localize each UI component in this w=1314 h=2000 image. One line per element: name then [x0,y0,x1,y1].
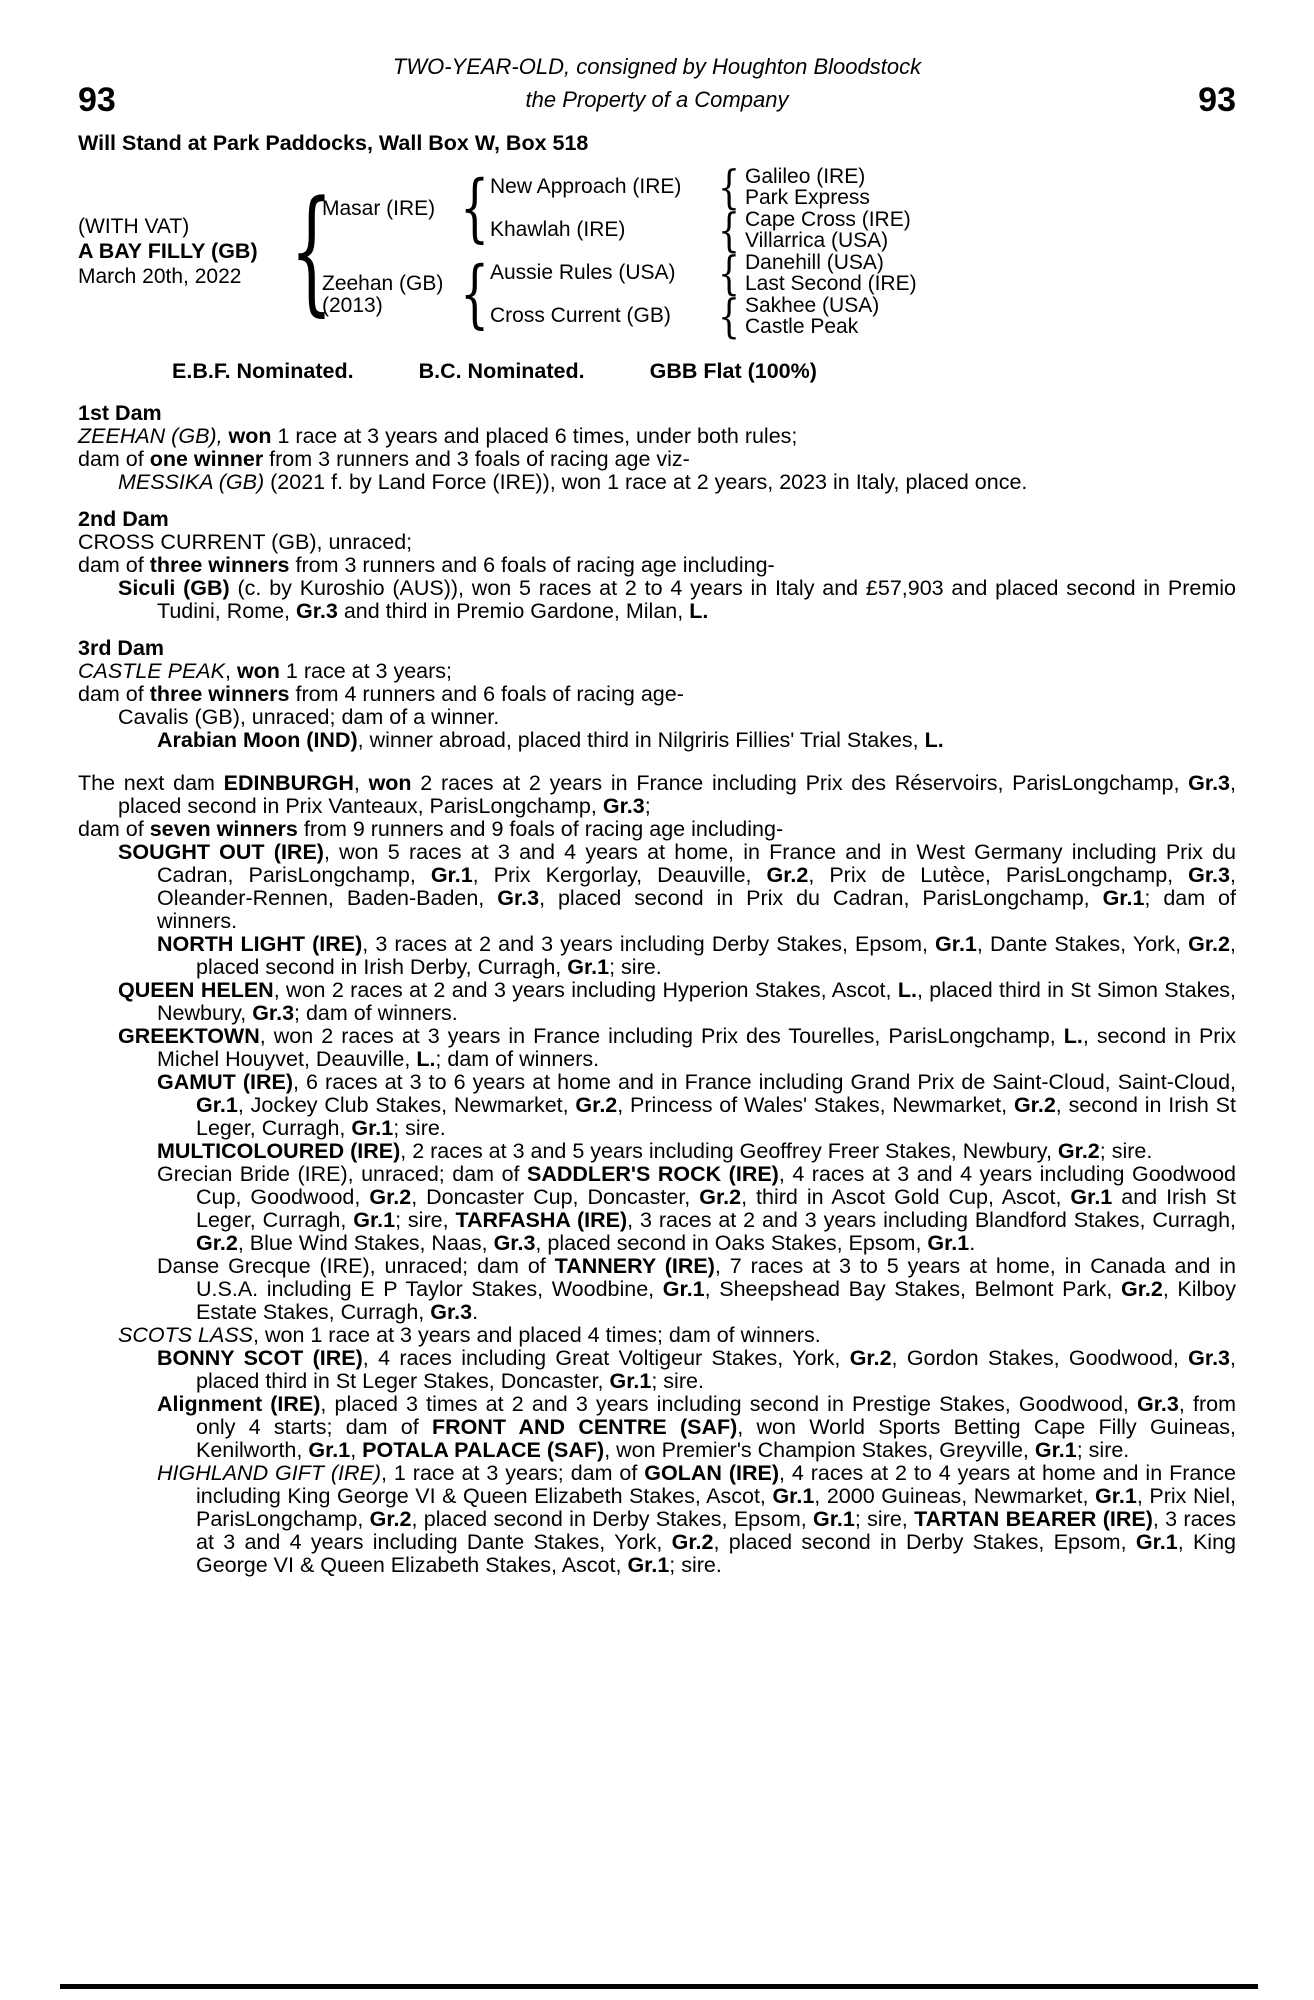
text-run: , second in Prix Michel Houyvet, Deauville, [157,1024,1236,1071]
dam-year-line: (2013) [322,293,383,317]
text-run: , placed second in Derby Stakes, Epsom, [713,1530,1136,1554]
text-run: QUEEN HELEN [118,978,274,1002]
text-run: The next dam [78,771,224,795]
pedigree-text [78,402,1236,1577]
text-run: Cavalis (GB), unraced; dam of a winner. [118,705,500,729]
text-run: L. [897,978,917,1002]
text-run: 2 races at 2 years in France including Prix des Réservoirs, ParisLongchamp, [411,771,1189,795]
text-run: , Kilboy Estate Stakes, Curragh, [196,1277,1236,1324]
gen3-3: Cape Cross (IRE) [745,208,911,231]
text-run: , Gordon Stakes, Goodwood, [891,1346,1189,1370]
text-run: ; sire. [651,1369,704,1393]
brace-gen1: { [290,172,333,329]
text-run: Gr.2 [671,1530,714,1554]
text-run: Gr.3 [1188,1346,1231,1370]
gen3-4: Villarrica (USA) [745,229,889,252]
para-edinburgh [78,772,1236,818]
bc-nominated-label: B.C. Nominated. [418,359,585,383]
text-run: Gr.3 [1188,771,1231,795]
text-run: , placed second in Prix Vanteaux, ParisLongchamp, [118,771,1236,818]
para-castle-peak-produce [78,683,1236,706]
text-run: won [368,771,412,795]
text-run: won [236,659,280,683]
text-run: Gr.1 [430,863,473,887]
text-run: won [228,424,272,448]
text-run: MULTICOLOURED (IRE) [157,1139,401,1163]
text-run: , 1 race at 3 years; dam of [381,1461,645,1485]
text-run: , Prix de Lutèce, ParisLongchamp, [808,863,1189,887]
text-run: Gr.3 [497,886,540,910]
gen2-dam-sire: Aussie Rules (USA) [490,261,676,284]
para-cross-current-produce [78,554,1236,577]
text-run: , third in Ascot Gold Cup, Ascot, [741,1185,1071,1209]
text-run: MESSIKA (GB) [118,470,265,494]
para-highland-gift [78,1462,1236,1577]
text-run: Gr.1 [308,1438,351,1462]
para-sought-out [78,841,1236,933]
text-run: Gr.3 [493,1231,536,1255]
text-run: ; sire. [609,955,662,979]
text-run: ; sire. [669,1553,722,1577]
gbb-flat-label: GBB Flat (100%) [649,359,817,383]
text-run: , 3 races at 2 and 3 years including Blandford Stakes, Curragh, [627,1208,1236,1232]
text-run: , placed second in Prix du Cadran, ParisLongchamp, [539,886,1103,910]
text-run: , placed second in Derby Stakes, Epsom, [411,1507,814,1531]
text-run: , 4 races at 2 to 4 years at home and in France including King George VI & Queen Elizabeth Stakes, Ascot, [196,1461,1236,1508]
text-run: and Irish St Leger, Curragh, [196,1185,1236,1232]
brace-sire-parents: { [460,165,490,251]
text-run: POTALA PALACE (SAF) [362,1438,605,1462]
text-run: Gr.1 [1135,1530,1178,1554]
text-run: Gr.2 [1120,1277,1163,1301]
text-run: one winner [149,447,264,471]
text-run: Gr.2 [575,1093,618,1117]
text-run: Gr.2 [699,1185,742,1209]
text-run: , Sheepshead Bay Stakes, Belmont Park, [704,1277,1121,1301]
text-run: , Blue Wind Stakes, Naas, [237,1231,494,1255]
text-run: ; dam of winners. [294,1001,458,1025]
text-run: , Prix Niel, ParisLongchamp, [196,1484,1236,1531]
para-arabian-moon [78,729,1236,752]
text-run: L. [1063,1024,1083,1048]
text-run: Gr.1 [927,1231,970,1255]
text-run: , [350,1438,363,1462]
brace-dam-parents: { [460,251,490,337]
gen2-sire-sire: New Approach (IRE) [490,175,682,198]
gen3-2: Park Express [745,186,870,209]
lot-row [78,82,1236,124]
text-run: 2nd Dam [78,507,169,531]
text-run: , Prix Kergorlay, Deauville, [472,863,767,887]
text-run: ; dam of winners. [157,886,1236,933]
text-run: TANNERY (IRE) [554,1254,715,1278]
text-run: Gr.1 [662,1277,705,1301]
gen3-5: Danehill (USA) [745,251,884,274]
text-run: ; sire, [395,1208,456,1232]
text-run: CASTLE PEAK [78,659,225,683]
text-run: , Jockey Club Stakes, Newmarket, [237,1093,576,1117]
text-run: Gr.2 [766,863,809,887]
text-run: ; sire. [393,1116,446,1140]
text-run: Alignment (IRE) [157,1392,321,1416]
nominations-line [78,358,1236,384]
text-run: EDINBURGH [223,771,354,795]
text-run: NORTH LIGHT (IRE) [157,932,363,956]
text-run: ; sire. [1099,1139,1153,1163]
para-castle-peak [78,660,1236,683]
text-run: SADDLER'S ROCK (IRE) [527,1162,779,1186]
text-run: SCOTS LASS [118,1323,254,1347]
text-run: HIGHLAND GIFT (IRE) [157,1461,382,1485]
text-run: Danse Grecque (IRE), unraced; dam of [157,1254,555,1278]
text-run: Gr.3 [602,794,645,818]
text-run: , 3 races at 3 and 4 years including Dante Stakes, York, [196,1507,1237,1554]
text-run: Gr.1 [813,1507,855,1531]
para-cavalis [78,706,1236,729]
text-run: , won 1 race at 3 years and placed 4 times; dam of winners. [253,1323,821,1347]
brace-gen3-4: { [718,289,740,343]
para-scots-lass [78,1324,1236,1347]
para-multicoloured [78,1140,1236,1163]
text-run: , 4 races at 3 and 4 years including Goodwood Cup, Goodwood, [196,1162,1236,1209]
consignor-line: TWO-YEAR-OLD, consigned by Houghton Bloodstock [392,54,922,79]
sire-name: Masar (IRE) [322,197,436,220]
text-run: , [224,659,237,683]
text-run: Gr.2 [849,1346,892,1370]
para-gamut [78,1071,1236,1140]
text-run: Gr.1 [1102,886,1145,910]
brace-gen3-1: { [718,160,740,214]
gen2-sire-dam: Khawlah (IRE) [490,218,626,241]
text-run: , winner abroad, placed third in Nilgriris Fillies' Trial Stakes, [357,728,925,752]
text-run: Gr.1 [609,1369,652,1393]
text-run: BONNY SCOT (IRE) [157,1346,363,1370]
stand-location-line: Will Stand at Park Paddocks, Wall Box W, Box 518 [78,131,589,155]
text-run: , placed 3 times at 2 and 3 years including second in Prestige Stakes, Goodwood, [320,1392,1138,1416]
text-run: Gr.3 [1137,1392,1179,1416]
text-run: 1 race at 3 years and placed 6 times, under both rules; [271,424,798,448]
text-run: dam of [78,682,150,706]
foaling-date: March 20th, 2022 [78,265,242,288]
text-run: , 2 races at 3 and 5 years including Geoffrey Freer Stakes, Newbury, [400,1139,1058,1163]
text-run: , 7 races at 3 to 5 years at home, in Canada and in U.S.A. including E P Taylor Stakes, Woodbine, [196,1254,1236,1301]
text-run: , from only 4 starts; dam of [196,1392,1236,1439]
text-run: ; sire. [1076,1438,1130,1462]
brace-gen3-2: { [718,203,740,257]
property-line: the Property of a Company [525,87,789,112]
text-run: , placed second in Irish Derby, Curragh, [196,932,1236,979]
gen3-7: Sakhee (USA) [745,294,880,317]
text-run: Gr.1 [353,1208,396,1232]
text-run: , 4 races including Great Voltigeur Stakes, York, [362,1346,850,1370]
text-run: ; dam of winners. [435,1047,600,1071]
text-run: GAMUT (IRE) [157,1070,294,1094]
text-run: Gr.2 [1188,932,1230,956]
text-run: , 6 races at 3 to 6 years at home and in France including Grand Prix de Saint-Cloud, Saint-Cloud, [293,1070,1237,1094]
para-alignment [78,1393,1236,1462]
horse-description: A BAY FILLY (GB) [78,239,258,263]
text-run: Gr.2 [196,1231,238,1255]
text-run: , King George VI & Queen Elizabeth Stakes, Ascot, [196,1530,1236,1577]
text-run: SOUGHT OUT (IRE) [118,840,324,864]
heading-1st-dam [78,402,1236,425]
text-run: ; [644,794,651,818]
text-run: three winners [149,553,290,577]
text-run: TARTAN BEARER (IRE) [914,1507,1153,1531]
page-bottom-rule [60,1984,1258,1989]
brace-gen3-3: { [718,246,740,300]
pedigree-table [78,160,1236,343]
text-run: L. [689,599,709,623]
text-run: Arabian Moon (IND) [157,728,358,752]
text-run: , won 2 races at 2 and 3 years including Hyperion Stakes, Ascot, [273,978,898,1002]
text-run: , placed third in St Leger Stakes, Doncaster, [196,1346,1236,1393]
para-north-light [78,933,1236,979]
text-run: . [472,1300,479,1324]
subject-horse-block [78,214,258,289]
text-run: . [969,1231,976,1255]
para-cross-current [78,531,1236,554]
text-run: Gr.2 [1057,1139,1100,1163]
para-siculi [78,577,1236,623]
text-run: , Dante Stakes, York, [976,932,1189,956]
text-run: CROSS CURRENT (GB), unraced; [78,530,413,554]
text-run: from 4 runners and 6 foals of racing age- [289,682,684,706]
text-run: 3rd Dam [78,636,165,660]
text-run: , placed third in St Simon Stakes, Newbury, [157,978,1237,1025]
para-bonny-scot [78,1347,1236,1393]
text-run: (c. by Kuroshio (AUS)), won 5 races at 2 to 4 years in Italy and £57,903 and placed second in Premio Tudini, Rome, [157,576,1236,623]
text-run: Gr.2 [369,1507,412,1531]
ebf-nominated-label: E.B.F. Nominated. [172,359,354,383]
text-run: , 3 races at 2 and 3 years including Derby Stakes, Epsom, [362,932,936,956]
text-run: , [353,771,369,795]
para-greektown [78,1025,1236,1071]
text-run: dam of [78,553,150,577]
text-run: FRONT AND CENTRE (SAF) [431,1415,738,1439]
text-run: Gr.3 [430,1300,473,1324]
text-run: GREEKTOWN [118,1024,260,1048]
para-messika [78,471,1236,494]
text-run: , won 5 races at 3 and 4 years at home, in France and in West Germany including Prix du Cadran, ParisLongchamp, [157,840,1236,887]
gen3-1: Galileo (IRE) [745,165,866,188]
text-run: , won 2 races at 3 years in France including Prix des Tourelles, ParisLongchamp, [259,1024,1064,1048]
para-edinburgh-produce [78,818,1236,841]
text-run: Gr.1 [351,1116,394,1140]
para-queen-helen [78,979,1236,1025]
para-danse-grecque [78,1255,1236,1324]
dam-name [322,273,443,316]
text-run: Gr.2 [1013,1093,1056,1117]
vat-note: (WITH VAT) [78,215,190,238]
text-run: 1st Dam [78,401,162,425]
text-run: , won Premier's Champion Stakes, Greyville, [604,1438,1035,1462]
text-run: L. [924,728,944,752]
lot-number-left: 93 [78,81,116,119]
text-run: , Doncaster Cup, Doncaster, [411,1185,700,1209]
text-run: (2021 f. by Land Force (IRE)), won 1 race at 2 years, 2023 in Italy, placed once. [264,470,1028,494]
text-run: , won World Sports Betting Cape Filly Guineas, Kenilworth, [196,1415,1236,1462]
text-run: Gr.3 [296,599,338,623]
para-grecian-bride [78,1163,1236,1255]
text-run: , placed second in Oaks Stakes, Epsom, [535,1231,928,1255]
text-run: Gr.1 [935,932,977,956]
text-run: Gr.1 [1034,1438,1077,1462]
text-run: Gr.1 [772,1484,815,1508]
page-header [78,54,1236,156]
text-run: Gr.3 [252,1001,295,1025]
text-run: Gr.1 [1070,1185,1113,1209]
para-zeehan [78,425,1236,448]
text-run: seven winners [149,817,298,841]
text-run: , second in Irish St Leger, Curragh, [196,1093,1237,1140]
text-run: Gr.2 [369,1185,412,1209]
text-run: TARFASHA (IRE) [455,1208,628,1232]
text-run: three winners [149,682,290,706]
text-run: , 2000 Guineas, Newmarket, [814,1484,1096,1508]
heading-2nd-dam [78,508,1236,531]
text-run: ; sire, [854,1507,915,1531]
dam-name-line: Zeehan (GB) [322,272,444,295]
text-run: 1 race at 3 years; [279,659,453,683]
text-run: from 9 runners and 9 foals of racing age including- [297,817,784,841]
text-run: and third in Premio Gardone, Milan, [337,599,690,623]
lot-number-right: 93 [1198,81,1236,119]
text-run: Gr.1 [196,1093,238,1117]
text-run: ZEEHAN (GB), [78,424,223,448]
text-run: , Princess of Wales' Stakes, Newmarket, [617,1093,1014,1117]
text-run: Gr.1 [627,1553,670,1577]
para-zeehan-produce [78,448,1236,471]
text-run: dam of [78,817,150,841]
gen3-6: Last Second (IRE) [745,272,917,295]
text-run: GOLAN (IRE) [644,1461,779,1485]
text-run: dam of [78,447,150,471]
heading-3rd-dam [78,637,1236,660]
text-run: L. [416,1047,436,1071]
gen2-dam-dam: Cross Current (GB) [490,304,671,327]
text-run: from 3 runners and 3 foals of racing age viz- [263,447,690,471]
text-run: Gr.1 [1095,1484,1137,1508]
text-run: , Oleander-Rennen, Baden-Baden, [157,863,1236,910]
text-run: Grecian Bride (IRE), unraced; dam of [157,1162,528,1186]
text-run: Siculi (GB) [118,576,230,600]
gen3-8: Castle Peak [745,315,859,338]
text-run: Gr.1 [567,955,610,979]
text-run: Gr.3 [1188,863,1230,887]
text-run: from 3 runners and 6 foals of racing age including- [289,553,775,577]
